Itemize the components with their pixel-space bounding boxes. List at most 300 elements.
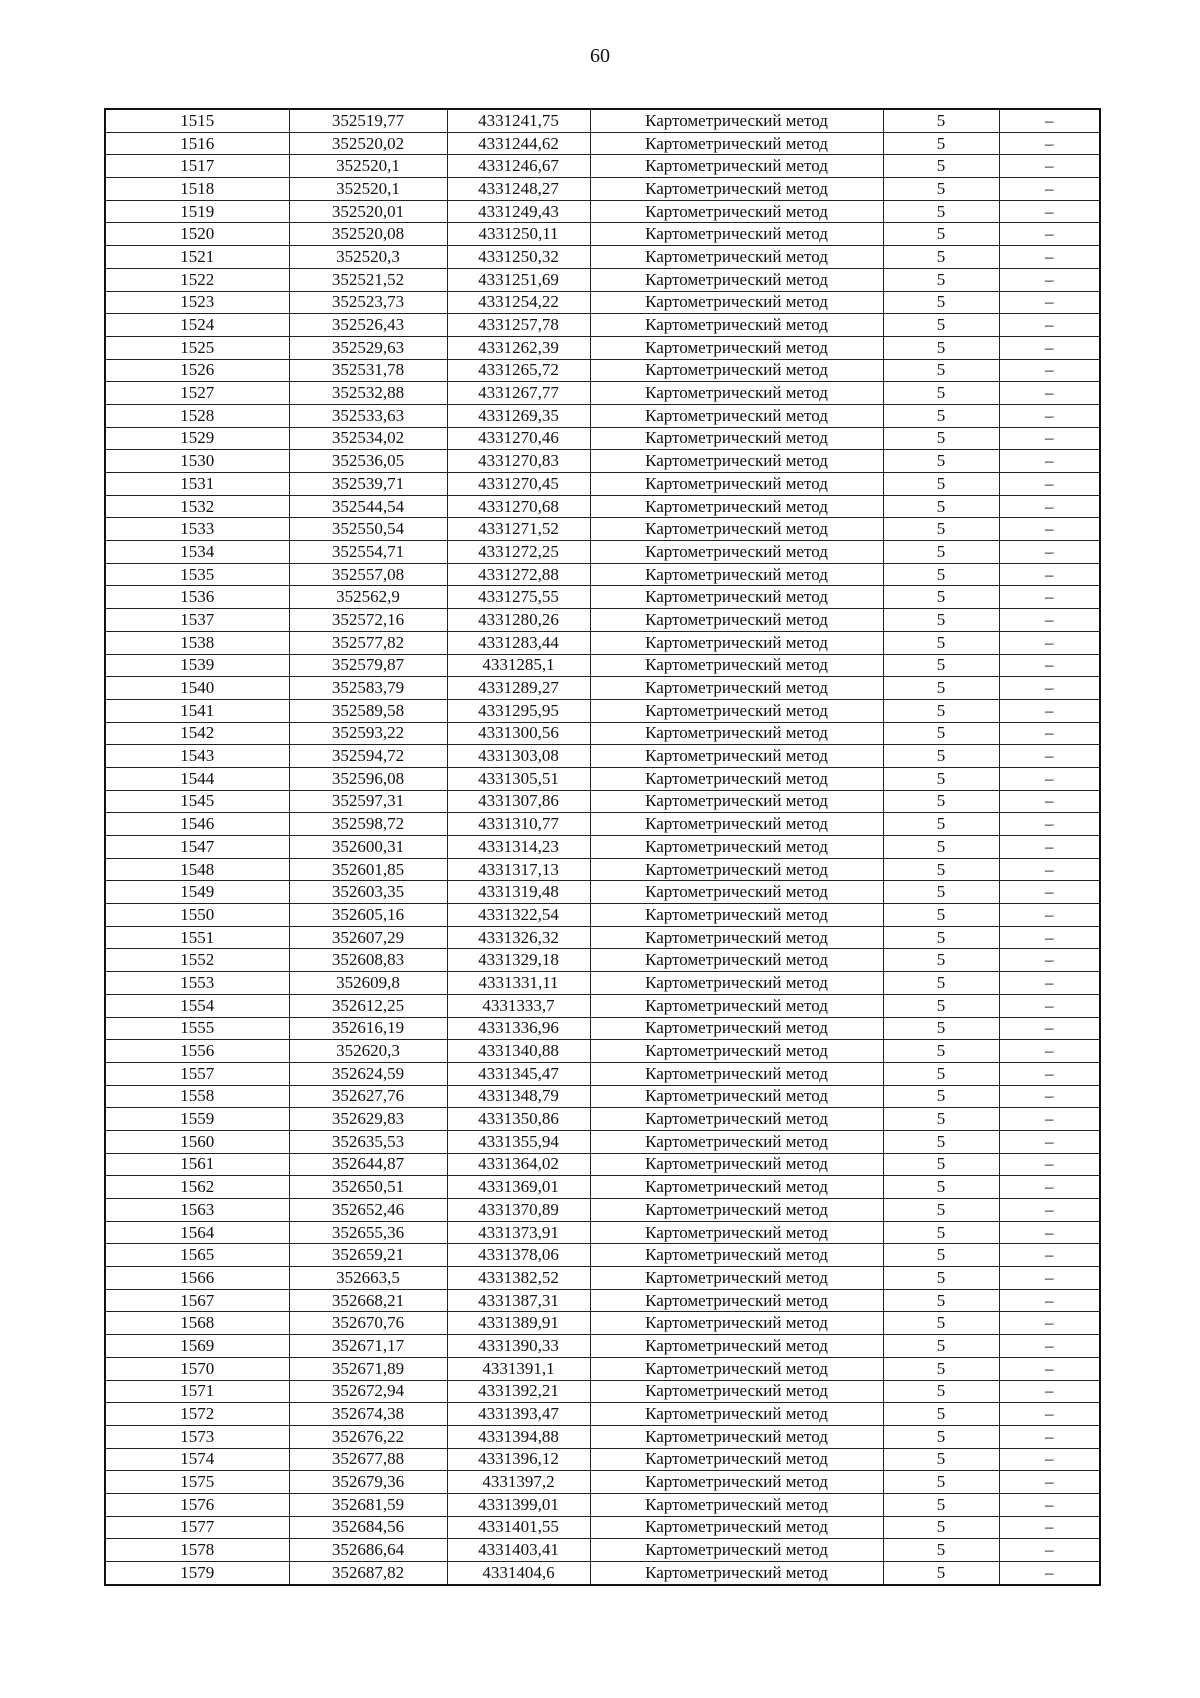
point-number-cell: 1565 [105, 1244, 289, 1267]
x-coordinate-cell: 352671,17 [289, 1335, 447, 1358]
y-coordinate-cell: 4331257,78 [447, 314, 590, 337]
method-cell: Картометрический метод [590, 1539, 883, 1562]
y-coordinate-cell: 4331389,91 [447, 1312, 590, 1335]
x-coordinate-cell: 352521,52 [289, 268, 447, 291]
note-cell: – [999, 790, 1100, 813]
coordinates-table [104, 108, 1101, 1586]
note-cell: – [999, 1085, 1100, 1108]
accuracy-cell: 5 [883, 1335, 999, 1358]
x-coordinate-cell: 352671,89 [289, 1357, 447, 1380]
table-row [105, 1562, 1100, 1585]
point-number-cell: 1575 [105, 1471, 289, 1494]
y-coordinate-cell: 4331404,6 [447, 1562, 590, 1585]
accuracy-cell: 5 [883, 178, 999, 201]
accuracy-cell: 5 [883, 1017, 999, 1040]
point-number-cell: 1559 [105, 1108, 289, 1131]
table-row [105, 1493, 1100, 1516]
y-coordinate-cell: 4331387,31 [447, 1289, 590, 1312]
point-number-cell: 1542 [105, 722, 289, 745]
x-coordinate-cell: 352531,78 [289, 359, 447, 382]
accuracy-cell: 5 [883, 609, 999, 632]
method-cell: Картометрический метод [590, 1108, 883, 1131]
note-cell: – [999, 722, 1100, 745]
method-cell: Картометрический метод [590, 359, 883, 382]
accuracy-cell: 5 [883, 1562, 999, 1585]
note-cell: – [999, 1493, 1100, 1516]
note-cell: – [999, 336, 1100, 359]
method-cell: Картометрический метод [590, 314, 883, 337]
accuracy-cell: 5 [883, 1153, 999, 1176]
table-row [105, 1380, 1100, 1403]
note-cell: – [999, 949, 1100, 972]
point-number-cell: 1562 [105, 1176, 289, 1199]
accuracy-cell: 5 [883, 836, 999, 859]
table-row [105, 1312, 1100, 1335]
y-coordinate-cell: 4331270,68 [447, 495, 590, 518]
accuracy-cell: 5 [883, 1380, 999, 1403]
point-number-cell: 1518 [105, 178, 289, 201]
note-cell: – [999, 904, 1100, 927]
accuracy-cell: 5 [883, 790, 999, 813]
accuracy-cell: 5 [883, 1062, 999, 1085]
x-coordinate-cell: 352572,16 [289, 609, 447, 632]
point-number-cell: 1570 [105, 1357, 289, 1380]
table-row [105, 109, 1100, 132]
note-cell: – [999, 994, 1100, 1017]
point-number-cell: 1569 [105, 1335, 289, 1358]
method-cell: Картометрический метод [590, 699, 883, 722]
y-coordinate-cell: 4331267,77 [447, 382, 590, 405]
method-cell: Картометрический метод [590, 518, 883, 541]
method-cell: Картометрический метод [590, 1267, 883, 1290]
table-row [105, 1040, 1100, 1063]
accuracy-cell: 5 [883, 1516, 999, 1539]
note-cell: – [999, 881, 1100, 904]
x-coordinate-cell: 352520,01 [289, 200, 447, 223]
y-coordinate-cell: 4331403,41 [447, 1539, 590, 1562]
note-cell: – [999, 609, 1100, 632]
x-coordinate-cell: 352533,63 [289, 404, 447, 427]
x-coordinate-cell: 352526,43 [289, 314, 447, 337]
method-cell: Картометрический метод [590, 1289, 883, 1312]
point-number-cell: 1536 [105, 586, 289, 609]
accuracy-cell: 5 [883, 972, 999, 995]
accuracy-cell: 5 [883, 473, 999, 496]
method-cell: Картометрический метод [590, 654, 883, 677]
note-cell: – [999, 291, 1100, 314]
x-coordinate-cell: 352629,83 [289, 1108, 447, 1131]
x-coordinate-cell: 352616,19 [289, 1017, 447, 1040]
method-cell: Картометрический метод [590, 268, 883, 291]
point-number-cell: 1541 [105, 699, 289, 722]
x-coordinate-cell: 352684,56 [289, 1516, 447, 1539]
method-cell: Картометрический метод [590, 109, 883, 132]
table-row [105, 1471, 1100, 1494]
note-cell: – [999, 382, 1100, 405]
x-coordinate-cell: 352677,88 [289, 1448, 447, 1471]
y-coordinate-cell: 4331310,77 [447, 813, 590, 836]
accuracy-cell: 5 [883, 223, 999, 246]
table-row [105, 1335, 1100, 1358]
point-number-cell: 1521 [105, 246, 289, 269]
method-cell: Картометрический метод [590, 1153, 883, 1176]
x-coordinate-cell: 352676,22 [289, 1425, 447, 1448]
note-cell: – [999, 223, 1100, 246]
accuracy-cell: 5 [883, 563, 999, 586]
x-coordinate-cell: 352687,82 [289, 1562, 447, 1585]
table-row [105, 745, 1100, 768]
table-row [105, 495, 1100, 518]
table-row [105, 722, 1100, 745]
point-number-cell: 1515 [105, 109, 289, 132]
x-coordinate-cell: 352652,46 [289, 1199, 447, 1222]
y-coordinate-cell: 4331270,83 [447, 450, 590, 473]
method-cell: Картометрический метод [590, 904, 883, 927]
point-number-cell: 1557 [105, 1062, 289, 1085]
point-number-cell: 1533 [105, 518, 289, 541]
note-cell: – [999, 404, 1100, 427]
table-row [105, 1085, 1100, 1108]
table-row [105, 1539, 1100, 1562]
point-number-cell: 1558 [105, 1085, 289, 1108]
table-row [105, 473, 1100, 496]
x-coordinate-cell: 352536,05 [289, 450, 447, 473]
point-number-cell: 1550 [105, 904, 289, 927]
y-coordinate-cell: 4331275,55 [447, 586, 590, 609]
y-coordinate-cell: 4331250,32 [447, 246, 590, 269]
y-coordinate-cell: 4331295,95 [447, 699, 590, 722]
x-coordinate-cell: 352544,54 [289, 495, 447, 518]
accuracy-cell: 5 [883, 427, 999, 450]
accuracy-cell: 5 [883, 1085, 999, 1108]
note-cell: – [999, 836, 1100, 859]
table-row [105, 223, 1100, 246]
table-row [105, 1199, 1100, 1222]
note-cell: – [999, 246, 1100, 269]
point-number-cell: 1540 [105, 677, 289, 700]
point-number-cell: 1531 [105, 473, 289, 496]
y-coordinate-cell: 4331319,48 [447, 881, 590, 904]
method-cell: Картометрический метод [590, 1516, 883, 1539]
accuracy-cell: 5 [883, 654, 999, 677]
x-coordinate-cell: 352635,53 [289, 1130, 447, 1153]
note-cell: – [999, 767, 1100, 790]
accuracy-cell: 5 [883, 1312, 999, 1335]
x-coordinate-cell: 352670,76 [289, 1312, 447, 1335]
y-coordinate-cell: 4331289,27 [447, 677, 590, 700]
accuracy-cell: 5 [883, 1108, 999, 1131]
method-cell: Картометрический метод [590, 1562, 883, 1585]
method-cell: Картометрический метод [590, 450, 883, 473]
x-coordinate-cell: 352577,82 [289, 631, 447, 654]
y-coordinate-cell: 4331373,91 [447, 1221, 590, 1244]
note-cell: – [999, 677, 1100, 700]
table-row [105, 314, 1100, 337]
note-cell: – [999, 1335, 1100, 1358]
x-coordinate-cell: 352523,73 [289, 291, 447, 314]
note-cell: – [999, 1448, 1100, 1471]
point-number-cell: 1560 [105, 1130, 289, 1153]
table-row [105, 699, 1100, 722]
point-number-cell: 1544 [105, 767, 289, 790]
y-coordinate-cell: 4331241,75 [447, 109, 590, 132]
point-number-cell: 1552 [105, 949, 289, 972]
accuracy-cell: 5 [883, 767, 999, 790]
accuracy-cell: 5 [883, 881, 999, 904]
method-cell: Картометрический метод [590, 722, 883, 745]
point-number-cell: 1519 [105, 200, 289, 223]
point-number-cell: 1535 [105, 563, 289, 586]
y-coordinate-cell: 4331399,01 [447, 1493, 590, 1516]
note-cell: – [999, 1017, 1100, 1040]
y-coordinate-cell: 4331254,22 [447, 291, 590, 314]
method-cell: Картометрический метод [590, 1380, 883, 1403]
table-row [105, 450, 1100, 473]
note-cell: – [999, 495, 1100, 518]
y-coordinate-cell: 4331348,79 [447, 1085, 590, 1108]
table-row [105, 563, 1100, 586]
table-row [105, 1130, 1100, 1153]
y-coordinate-cell: 4331246,67 [447, 155, 590, 178]
table-row [105, 1289, 1100, 1312]
y-coordinate-cell: 4331305,51 [447, 767, 590, 790]
y-coordinate-cell: 4331270,46 [447, 427, 590, 450]
table-row [105, 767, 1100, 790]
note-cell: – [999, 654, 1100, 677]
method-cell: Картометрический метод [590, 1403, 883, 1426]
point-number-cell: 1523 [105, 291, 289, 314]
table-row [105, 813, 1100, 836]
accuracy-cell: 5 [883, 404, 999, 427]
point-number-cell: 1532 [105, 495, 289, 518]
y-coordinate-cell: 4331350,86 [447, 1108, 590, 1131]
method-cell: Картометрический метод [590, 1335, 883, 1358]
note-cell: – [999, 631, 1100, 654]
note-cell: – [999, 858, 1100, 881]
table-row [105, 677, 1100, 700]
x-coordinate-cell: 352554,71 [289, 541, 447, 564]
x-coordinate-cell: 352520,1 [289, 178, 447, 201]
x-coordinate-cell: 352583,79 [289, 677, 447, 700]
note-cell: – [999, 1380, 1100, 1403]
y-coordinate-cell: 4331307,86 [447, 790, 590, 813]
method-cell: Картометрический метод [590, 563, 883, 586]
accuracy-cell: 5 [883, 858, 999, 881]
x-coordinate-cell: 352608,83 [289, 949, 447, 972]
note-cell: – [999, 314, 1100, 337]
table-row [105, 881, 1100, 904]
note-cell: – [999, 1425, 1100, 1448]
x-coordinate-cell: 352624,59 [289, 1062, 447, 1085]
point-number-cell: 1574 [105, 1448, 289, 1471]
point-number-cell: 1524 [105, 314, 289, 337]
x-coordinate-cell: 352589,58 [289, 699, 447, 722]
point-number-cell: 1566 [105, 1267, 289, 1290]
point-number-cell: 1555 [105, 1017, 289, 1040]
accuracy-cell: 5 [883, 1357, 999, 1380]
method-cell: Картометрический метод [590, 1176, 883, 1199]
table-row [105, 1425, 1100, 1448]
table-row [105, 427, 1100, 450]
table-row [105, 790, 1100, 813]
accuracy-cell: 5 [883, 994, 999, 1017]
table-row [105, 631, 1100, 654]
x-coordinate-cell: 352607,29 [289, 926, 447, 949]
note-cell: – [999, 200, 1100, 223]
note-cell: – [999, 541, 1100, 564]
note-cell: – [999, 699, 1100, 722]
accuracy-cell: 5 [883, 200, 999, 223]
note-cell: – [999, 268, 1100, 291]
note-cell: – [999, 1062, 1100, 1085]
accuracy-cell: 5 [883, 291, 999, 314]
note-cell: – [999, 473, 1100, 496]
x-coordinate-cell: 352532,88 [289, 382, 447, 405]
x-coordinate-cell: 352679,36 [289, 1471, 447, 1494]
accuracy-cell: 5 [883, 132, 999, 155]
table-row [105, 200, 1100, 223]
note-cell: – [999, 926, 1100, 949]
method-cell: Картометрический метод [590, 178, 883, 201]
point-number-cell: 1553 [105, 972, 289, 995]
accuracy-cell: 5 [883, 699, 999, 722]
method-cell: Картометрический метод [590, 1199, 883, 1222]
table-row [105, 1108, 1100, 1131]
x-coordinate-cell: 352609,8 [289, 972, 447, 995]
y-coordinate-cell: 4331265,72 [447, 359, 590, 382]
note-cell: – [999, 1130, 1100, 1153]
y-coordinate-cell: 4331329,18 [447, 949, 590, 972]
table-row [105, 268, 1100, 291]
x-coordinate-cell: 352612,25 [289, 994, 447, 1017]
method-cell: Картометрический метод [590, 1471, 883, 1494]
y-coordinate-cell: 4331393,47 [447, 1403, 590, 1426]
x-coordinate-cell: 352668,21 [289, 1289, 447, 1312]
y-coordinate-cell: 4331270,45 [447, 473, 590, 496]
note-cell: – [999, 178, 1100, 201]
coordinates-table-body [105, 109, 1100, 1585]
point-number-cell: 1561 [105, 1153, 289, 1176]
y-coordinate-cell: 4331391,1 [447, 1357, 590, 1380]
table-row [105, 1448, 1100, 1471]
accuracy-cell: 5 [883, 722, 999, 745]
accuracy-cell: 5 [883, 1199, 999, 1222]
y-coordinate-cell: 4331401,55 [447, 1516, 590, 1539]
accuracy-cell: 5 [883, 1221, 999, 1244]
method-cell: Картометрический метод [590, 858, 883, 881]
method-cell: Картометрический метод [590, 246, 883, 269]
table-row [105, 1221, 1100, 1244]
point-number-cell: 1579 [105, 1562, 289, 1585]
accuracy-cell: 5 [883, 541, 999, 564]
x-coordinate-cell: 352603,35 [289, 881, 447, 904]
y-coordinate-cell: 4331345,47 [447, 1062, 590, 1085]
y-coordinate-cell: 4331392,21 [447, 1380, 590, 1403]
x-coordinate-cell: 352674,38 [289, 1403, 447, 1426]
y-coordinate-cell: 4331303,08 [447, 745, 590, 768]
y-coordinate-cell: 4331333,7 [447, 994, 590, 1017]
accuracy-cell: 5 [883, 1176, 999, 1199]
y-coordinate-cell: 4331394,88 [447, 1425, 590, 1448]
y-coordinate-cell: 4331248,27 [447, 178, 590, 201]
note-cell: – [999, 518, 1100, 541]
x-coordinate-cell: 352534,02 [289, 427, 447, 450]
table-row [105, 541, 1100, 564]
accuracy-cell: 5 [883, 1425, 999, 1448]
note-cell: – [999, 109, 1100, 132]
note-cell: – [999, 1199, 1100, 1222]
table-row [105, 949, 1100, 972]
table-row [105, 858, 1100, 881]
table-row [105, 1403, 1100, 1426]
accuracy-cell: 5 [883, 926, 999, 949]
accuracy-cell: 5 [883, 518, 999, 541]
point-number-cell: 1522 [105, 268, 289, 291]
point-number-cell: 1567 [105, 1289, 289, 1312]
point-number-cell: 1549 [105, 881, 289, 904]
method-cell: Картометрический метод [590, 1130, 883, 1153]
note-cell: – [999, 1471, 1100, 1494]
x-coordinate-cell: 352600,31 [289, 836, 447, 859]
point-number-cell: 1527 [105, 382, 289, 405]
y-coordinate-cell: 4331396,12 [447, 1448, 590, 1471]
method-cell: Картометрический метод [590, 881, 883, 904]
note-cell: – [999, 427, 1100, 450]
y-coordinate-cell: 4331369,01 [447, 1176, 590, 1199]
x-coordinate-cell: 352659,21 [289, 1244, 447, 1267]
method-cell: Картометрический метод [590, 767, 883, 790]
method-cell: Картометрический метод [590, 223, 883, 246]
y-coordinate-cell: 4331317,13 [447, 858, 590, 881]
method-cell: Картометрический метод [590, 586, 883, 609]
point-number-cell: 1548 [105, 858, 289, 881]
x-coordinate-cell: 352557,08 [289, 563, 447, 586]
method-cell: Картометрический метод [590, 1017, 883, 1040]
y-coordinate-cell: 4331370,89 [447, 1199, 590, 1222]
accuracy-cell: 5 [883, 495, 999, 518]
note-cell: – [999, 1403, 1100, 1426]
point-number-cell: 1571 [105, 1380, 289, 1403]
x-coordinate-cell: 352601,85 [289, 858, 447, 881]
x-coordinate-cell: 352520,3 [289, 246, 447, 269]
method-cell: Картометрический метод [590, 291, 883, 314]
note-cell: – [999, 155, 1100, 178]
accuracy-cell: 5 [883, 155, 999, 178]
table-row [105, 132, 1100, 155]
point-number-cell: 1530 [105, 450, 289, 473]
point-number-cell: 1517 [105, 155, 289, 178]
table-row [105, 246, 1100, 269]
method-cell: Картометрический метод [590, 132, 883, 155]
accuracy-cell: 5 [883, 1040, 999, 1063]
accuracy-cell: 5 [883, 268, 999, 291]
note-cell: – [999, 813, 1100, 836]
x-coordinate-cell: 352598,72 [289, 813, 447, 836]
y-coordinate-cell: 4331326,32 [447, 926, 590, 949]
method-cell: Картометрический метод [590, 1357, 883, 1380]
accuracy-cell: 5 [883, 336, 999, 359]
method-cell: Картометрический метод [590, 1221, 883, 1244]
x-coordinate-cell: 352681,59 [289, 1493, 447, 1516]
method-cell: Картометрический метод [590, 427, 883, 450]
method-cell: Картометрический метод [590, 155, 883, 178]
note-cell: – [999, 1312, 1100, 1335]
table-row [105, 382, 1100, 405]
y-coordinate-cell: 4331390,33 [447, 1335, 590, 1358]
method-cell: Картометрический метод [590, 972, 883, 995]
method-cell: Картометрический метод [590, 1244, 883, 1267]
x-coordinate-cell: 352650,51 [289, 1176, 447, 1199]
